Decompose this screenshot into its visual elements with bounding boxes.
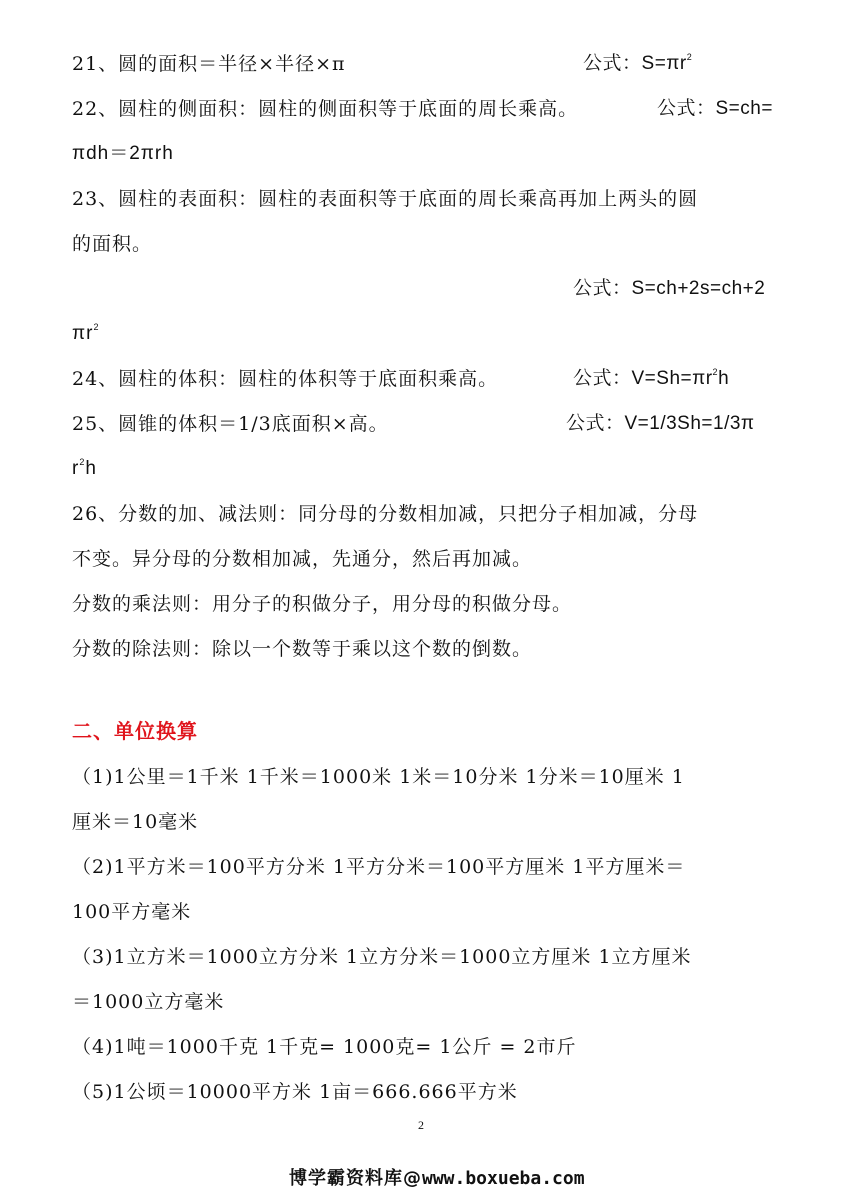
item-21-text: 21、圆的面积＝半径×半径×π xyxy=(72,53,346,75)
footer-url[interactable]: www.boxueba.com xyxy=(422,1168,585,1189)
formula-expression-tail: h xyxy=(85,458,97,479)
superscript: 2 xyxy=(93,322,100,332)
footer-site-name: 博学霸资料库@ xyxy=(289,1168,422,1189)
item-22-formula-cont: πdh＝2πrh xyxy=(72,143,174,164)
formula-expression-tail: h xyxy=(718,368,730,389)
unit-conversion-1: （1)1公里＝1千米 1千米＝1000米 1米＝10分米 1分米＝10厘米 1 xyxy=(72,766,685,788)
superscript: 2 xyxy=(712,367,719,377)
item-23-text-cont: 的面积。 xyxy=(72,233,153,255)
item-26-text: 26、分数的加、减法则：同分母的分数相加减，只把分子相加减，分母 xyxy=(72,503,699,525)
unit-conversion-5: （5)1公顷＝10000平方米 1亩＝666.666平方米 xyxy=(72,1081,518,1103)
item-22-text: 22、圆柱的侧面积：圆柱的侧面积等于底面的周长乘高。 xyxy=(72,98,579,120)
item-23-formula: 公式：S=ch+2s=ch+2 xyxy=(573,278,766,299)
item-24-formula xyxy=(573,367,729,391)
superscript: 2 xyxy=(79,457,86,467)
unit-conversion-3: （3)1立方米＝1000立方分米 1立方分米＝1000立方厘米 1立方厘米 xyxy=(72,946,692,968)
unit-conversion-4: （4)1吨＝1000千克 1千克= 1000克= 1公斤 = 2市斤 xyxy=(72,1036,577,1058)
fraction-multiply-rule: 分数的乘法则：用分子的积做分子，用分母的积做分母。 xyxy=(72,593,573,615)
unit-conversion-3-cont: ＝1000立方毫米 xyxy=(72,991,225,1013)
item-21-formula xyxy=(583,52,692,76)
page-number: 2 xyxy=(418,1118,424,1132)
unit-conversion-2: （2)1平方米＝100平方分米 1平方分米＝100平方厘米 1平方厘米＝ xyxy=(72,856,686,878)
formula-expression: r xyxy=(72,458,80,479)
formula-expression: πr xyxy=(72,323,94,344)
fraction-divide-rule: 分数的除法则：除以一个数等于乘以这个数的倒数。 xyxy=(72,638,533,660)
item-23-text: 23、圆柱的表面积：圆柱的表面积等于底面的周长乘高再加上两头的圆 xyxy=(72,188,699,210)
superscript: 2 xyxy=(686,52,693,62)
item-25-formula-cont xyxy=(72,457,97,481)
item-25-text: 25、圆锥的体积＝1/3底面积×高。 xyxy=(72,413,389,435)
section-heading: 二、单位换算 xyxy=(72,719,198,743)
formula-expression: S=πr xyxy=(641,53,687,74)
item-26-text-cont: 不变。异分母的分数相加减，先通分，然后再加减。 xyxy=(72,548,533,570)
item-25-formula: 公式：V=1/3Sh=1/3π xyxy=(566,413,755,434)
item-22-formula: 公式：S=ch= xyxy=(657,98,773,119)
unit-conversion-1-cont: 厘米＝10毫米 xyxy=(72,811,199,833)
item-24-text: 24、圆柱的体积：圆柱的体积等于底面积乘高。 xyxy=(72,368,499,390)
footer-watermark xyxy=(289,1164,585,1190)
item-23-formula-cont xyxy=(72,322,99,346)
formula-expression: 公式：V=Sh=πr xyxy=(573,368,713,389)
formula-label: 公式： xyxy=(583,53,642,74)
unit-conversion-2-cont: 100平方毫米 xyxy=(72,901,192,923)
